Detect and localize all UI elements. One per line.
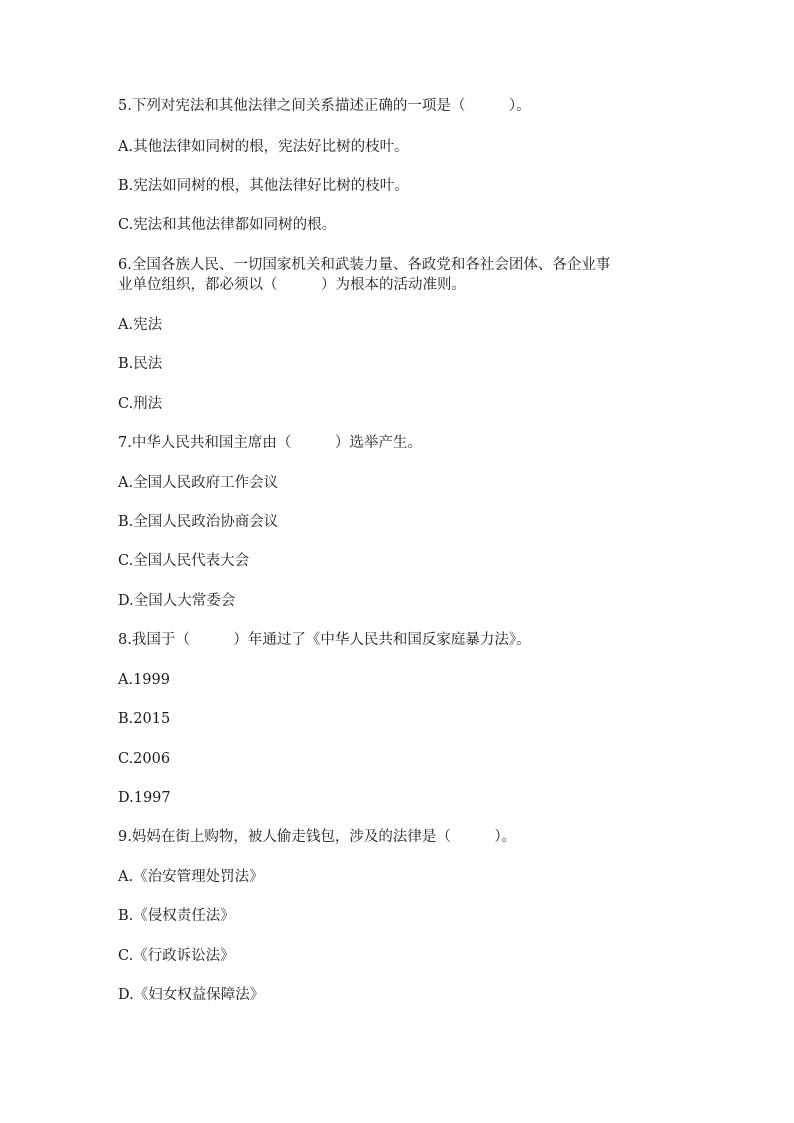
question-8-option-d: D.1997 [118,790,171,806]
question-6-option-b: B.民法 [118,356,163,372]
question-8-stem: 8.我国于（ ）年通过了《中华人民共和国反家庭暴力法》。 [118,632,531,648]
question-9-option-d: D.《妇女权益保障法》 [118,987,265,1003]
question-9-option-b: B.《侵权责任法》 [118,908,235,924]
question-5-option-c: C.宪法和其他法律都如同树的根。 [118,217,337,233]
question-6-option-c: C.刑法 [118,396,163,412]
question-5-option-b: B.宪法如同树的根，其他法律好比树的枝叶。 [118,178,409,194]
question-8-option-b: B.2015 [118,711,171,727]
question-5-option-a: A.其他法律如同树的根，宪法好比树的枝叶。 [118,139,409,155]
question-7-option-d: D.全国人大常委会 [118,593,236,609]
question-6-stem-line-1: 6.全国各族人民、一切国家机关和武装力量、各政党和各社会团体、各企业事 [118,257,611,273]
question-7-option-b: B.全国人民政治协商会议 [118,514,279,530]
question-5-stem: 5.下列对宪法和其他法律之间关系描述正确的一项是（ ）。 [118,98,531,114]
question-9-stem: 9.妈妈在街上购物，被人偷走钱包，涉及的法律是（ ）。 [118,829,517,845]
question-7-option-a: A.全国人民政府工作会议 [118,475,279,491]
question-9-option-a: A.《治安管理处罚法》 [118,869,264,885]
question-6-option-a: A.宪法 [118,317,163,333]
question-9-option-c: C.《行政诉讼法》 [118,948,235,964]
question-6-stem-line-2: 业单位组织，都必须以（ ）为根本的活动准则。 [118,277,466,293]
question-8-option-c: C.2006 [118,751,171,767]
question-7-option-c: C.全国人民代表大会 [118,553,250,569]
question-8-option-a: A.1999 [118,672,170,688]
question-7-stem: 7.中华人民共和国主席由（ ）选举产生。 [118,435,422,451]
